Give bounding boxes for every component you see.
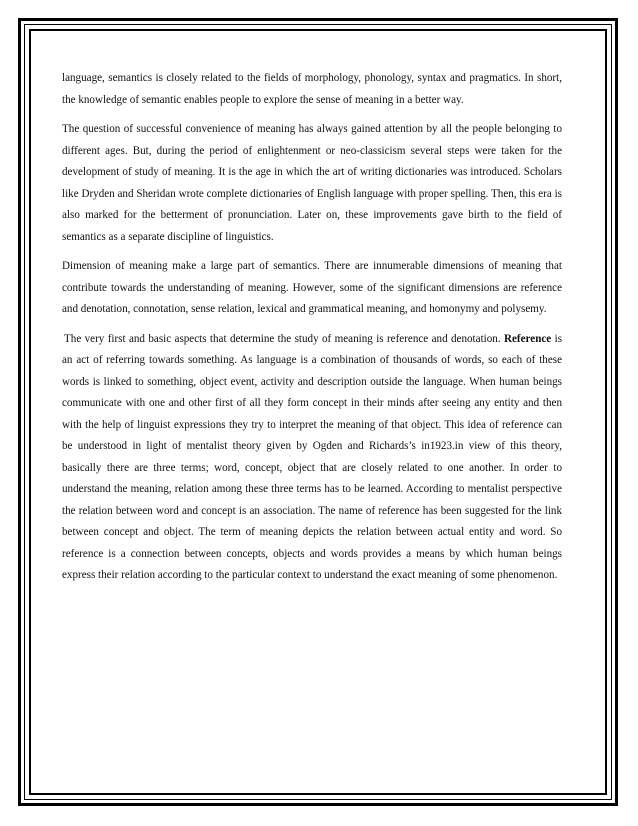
paragraph-4 — [62, 329, 562, 587]
paragraph-4-body: is an act of referring towards something. As language is a combination of thousands of words, so each of these words is linked to something, object event, activity and description outside the language. When human beings communicate with one and other first of all they form concept in their minds after seeing any entity and then with the help of linguist expressions they try to interpret the meaning of that object. This idea of reference can be understood in light of mentalist theory given by Ogden and Richards’s in1923.in view of this theory, basically there are three terms; word, concept, object that are closely related to one another. In order to understand the meaning, relation among these three terms has to be learned. According to mentalist perspective the relation between word and concept is an association. The name of reference has been suggested for the link between concept and object. The term of meaning depicts the relation between actual entity and word. So reference is a connection between concepts, objects and words provides a means by which human beings express their relation according to the particular context to understand the exact meaning of some phenomenon. — [62, 332, 563, 581]
paragraph-4-intro: The very first and basic aspects that determine the study of meaning is reference and denotation. — [64, 332, 501, 345]
reference-term: Reference — [504, 332, 552, 345]
document-body — [62, 68, 562, 595]
paragraph-3: Dimension of meaning make a large part of semantics. There are innumerable dimensions of meaning that contribute towards the understanding of meaning. However, some of the significant dimensions are reference and denotation, connotation, sense relation, lexical and grammatical meaning, and homonymy and polysemy. — [62, 260, 562, 315]
paragraph-2: The question of successful convenience of meaning has always gained attention by all the people belonging to different ages. But, during the period of enlightenment or neo-classicism several steps were taken for the development of study of meaning. It is the age in which the art of writing dictionaries was introduced. Scholars like Dryden and Sheridan wrote complete dictionaries of English language with proper spelling. Then, this era is also marked for the betterment of pronunciation. Later on, these improvements gave birth to the field of semantics as a separate discipline of linguistics. — [62, 123, 562, 243]
paragraph-1: language, semantics is closely related to the fields of morphology, phonology, syntax and pragmatics. In short, the knowledge of semantic enables people to explore the sense of meaning in a better way. — [62, 72, 562, 106]
